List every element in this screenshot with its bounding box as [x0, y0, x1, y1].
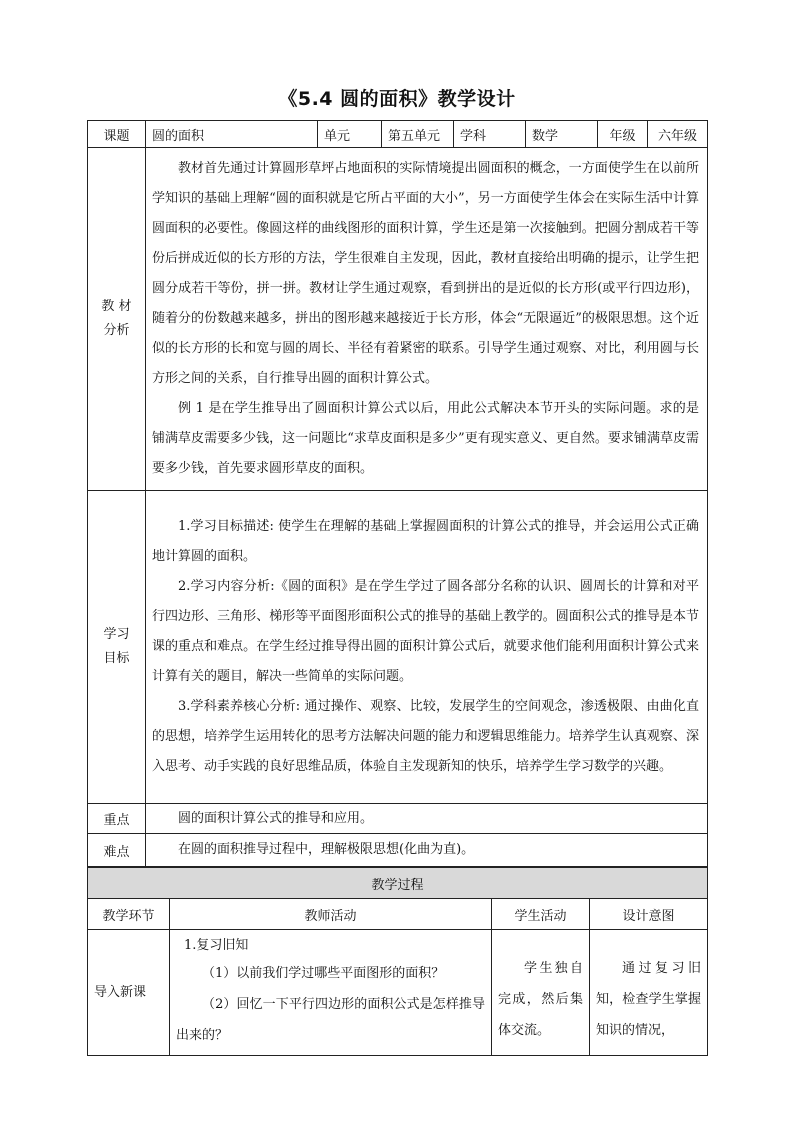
header-stage: 教学环节	[88, 899, 170, 930]
analysis-paragraph: 教材首先通过计算圆形草坪占地面积的实际情境提出圆面积的概念，一方面使学生在以前所学知识的基础上理解“圆的面积就是它所占平面的大小”，另一方面使学生体会在实际生活中计算圆面积的必要性。像圆这样的曲线图形的面积计算，学生还是第一次接触到。把圆分割成若干等份后拼成近似的长方形的方法，学生很难自主发现，因此，教材直接给出明确的提示，让学生把圆分成若干等份，拼一拼。教材让学生通过观察，看到拼出的是近似的长方形(或平行四边形)，随着分的份数越来越多，拼出的图形越来越接近于长方形，体会“无限逼近”的极限思想。这个近似的长方形的长和宽与圆的周长、半径有着紧密的联系。引导学生通过观察、对比，利用圆与长方形之间的关系，自行推导出圆的面积计算公式。	[152, 161, 699, 386]
difficulty-label: 难点	[88, 834, 146, 867]
grade-label: 年级	[598, 121, 648, 148]
unit-value: 第五单元	[382, 121, 454, 148]
key-point-label: 重点	[88, 804, 146, 834]
page-title: 《5.4 圆的面积》教学设计	[278, 88, 516, 110]
objectives-label-line1: 学习	[103, 627, 130, 642]
objectives-label	[88, 491, 146, 804]
subject-label: 学科	[454, 121, 526, 148]
intent-text: 通过复习旧知，检查学生掌握知识的情况，	[596, 961, 702, 1038]
objective-paragraph: 2.学习内容分析:《圆的面积》是在学生学过了圆各部分名称的认识、圆周长的计算和对平行四边形、三角形、梯形等平面图形面积公式的推导的基础上教学的。圆面积公式的推导是本节课的重点和难点。在学生经过推导得出圆的面积计算公式后，就要求他们能利用面积计算公式来计算有关的题目，解决一些简单的实际问题。	[152, 579, 699, 684]
topic-label: 课题	[88, 121, 146, 148]
teacher-line: 1.复习旧知	[184, 938, 249, 953]
key-point-row	[88, 804, 708, 834]
analysis-label	[88, 148, 146, 491]
difficulty-row	[88, 834, 708, 867]
teaching-process-table	[87, 867, 708, 1056]
intro-teacher-activity	[170, 930, 492, 1056]
analysis-label-line2: 分析	[103, 323, 130, 338]
objectives-label-line2: 目标	[103, 651, 130, 666]
student-text: 学生独自完成，然后集体交流。	[498, 961, 583, 1038]
header-student: 学生活动	[492, 899, 590, 930]
intro-stage-label: 导入新课	[94, 984, 147, 1000]
grade-value: 六年级	[648, 121, 708, 148]
key-point-value: 圆的面积计算公式的推导和应用。	[178, 810, 374, 826]
teacher-line: （2）回忆一下平行四边形的面积公式是怎样推导出来的？	[176, 997, 485, 1043]
analysis-row	[88, 148, 708, 491]
objective-paragraph: 3.学科素养核心分析: 通过操作、观察、比较，发展学生的空间观念，渗透极限、由曲化直的思想，培养学生运用转化的思考方法解决问题的能力和逻辑思维能力。培养学生认真观察、深入思考、动手实践的良好思维品质，体验自主发现新知的快乐，培养学生学习数学的兴趣。	[152, 699, 699, 774]
intro-design-intent	[590, 930, 708, 1056]
objectives-content	[146, 491, 708, 804]
header-row	[88, 121, 708, 148]
teacher-line: （1）以前我们学过哪些平面图形的面积？	[202, 966, 445, 981]
objective-paragraph: 1.学习目标描述: 使学生在理解的基础上掌握圆面积的计算公式的推导，并会运用公式正确地计算圆的面积。	[152, 519, 699, 564]
unit-label: 单元	[318, 121, 382, 148]
analysis-content	[146, 148, 708, 491]
process-header-row	[88, 899, 708, 930]
analysis-paragraph: 例 1 是在学生推导出了圆面积计算公式以后，用此公式解决本节开头的实际问题。求的是铺满草皮需要多少钱，这一问题比“求草皮面积是多少”更有现实意义、更自然。要求铺满草皮需要多少钱，首先要求圆形草皮的面积。	[152, 401, 699, 476]
intro-stage	[88, 930, 170, 1056]
intro-student-activity	[492, 930, 590, 1056]
objectives-row	[88, 491, 708, 804]
analysis-label-line1: 教 材	[101, 299, 132, 314]
intro-row	[88, 930, 708, 1056]
process-banner: 教学过程	[88, 868, 708, 899]
lesson-info-table	[87, 120, 708, 867]
subject-value: 数学	[526, 121, 598, 148]
header-intent: 设计意图	[590, 899, 708, 930]
difficulty-value: 在圆的面积推导过程中，理解极限思想(化曲为直)。	[178, 842, 475, 857]
header-teacher: 教师活动	[170, 899, 492, 930]
topic-value: 圆的面积	[146, 121, 318, 148]
process-banner-row	[88, 868, 708, 899]
